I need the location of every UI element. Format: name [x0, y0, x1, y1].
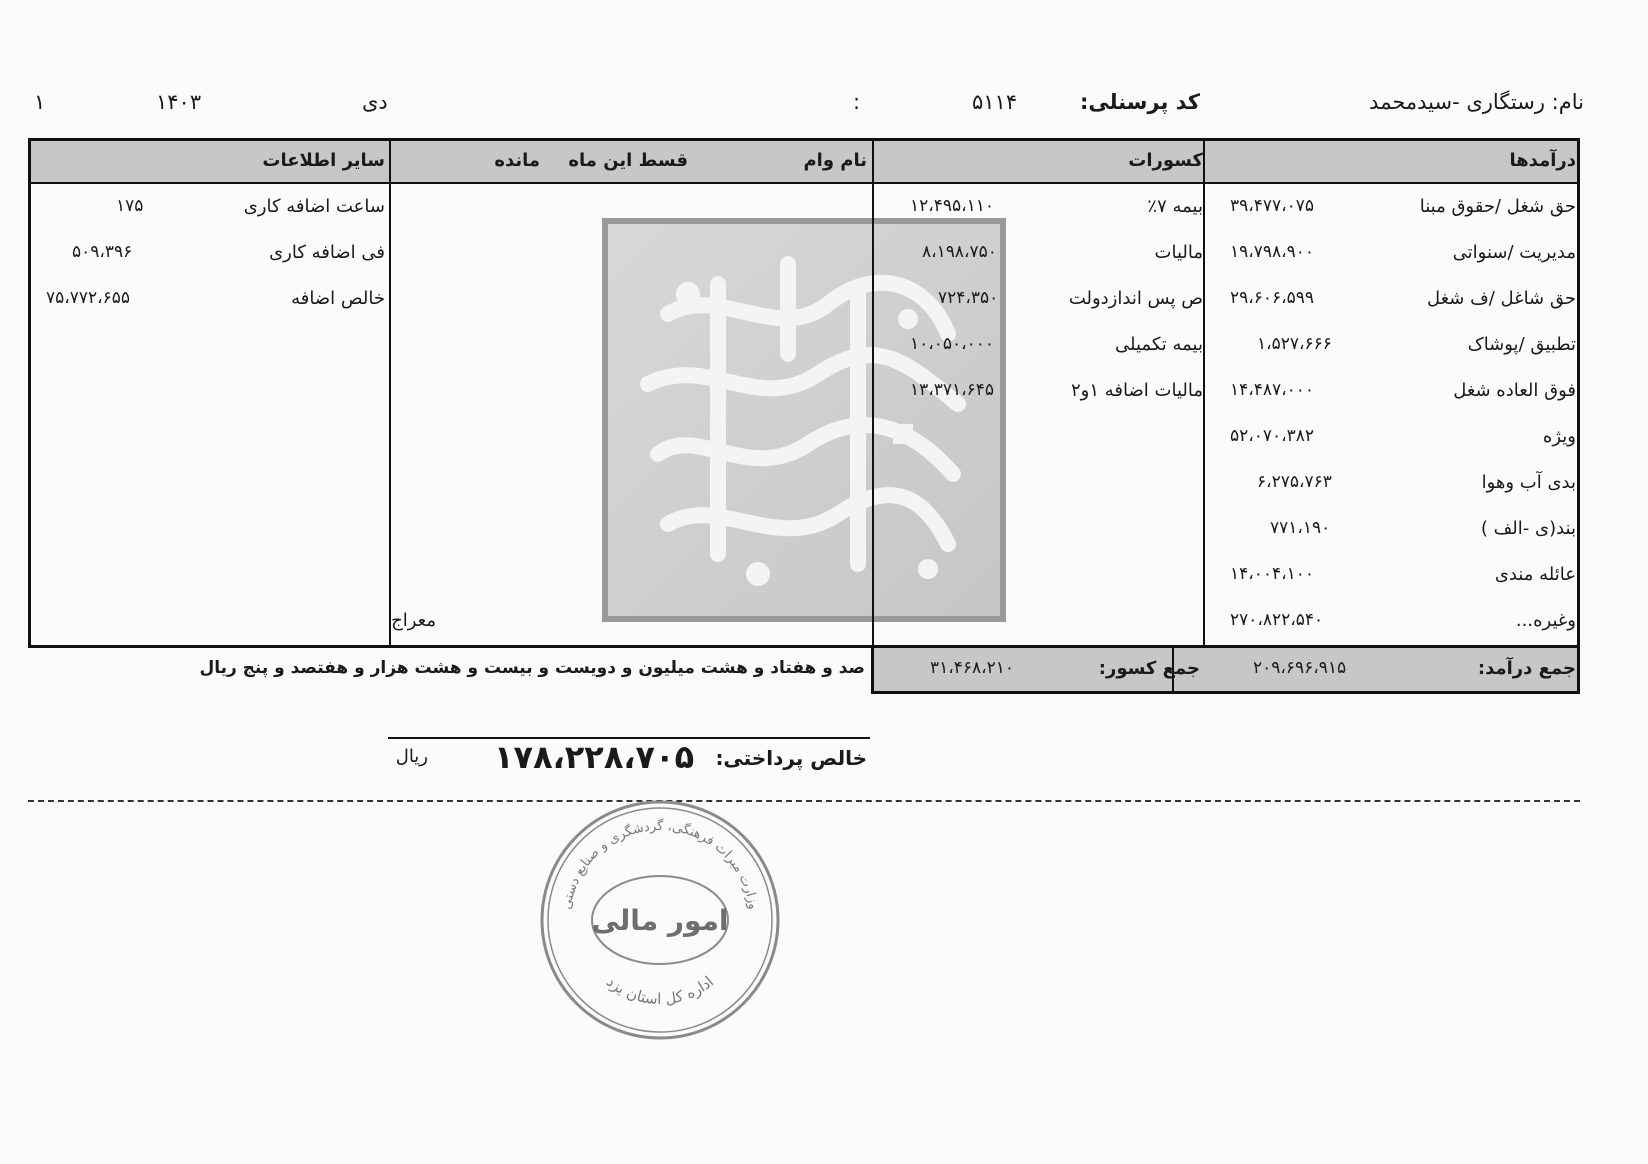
other-info-label: ساعت اضافه کاری [243, 196, 385, 217]
income-label: حق شغل /حقوق مبنا [1419, 196, 1576, 217]
income-value: ۱۴،۴۸۷،۰۰۰ [1230, 380, 1315, 400]
deduction-value: ۷۲۴،۳۵۰ [938, 288, 999, 308]
income-label: ویژه [1542, 426, 1576, 447]
total-income-value: ۲۰۹،۶۹۶،۹۱۵ [1253, 658, 1347, 678]
employee-name: نام: رستگاری -سیدمحمد [1369, 90, 1584, 114]
income-value: ۱،۵۲۷،۶۶۶ [1257, 334, 1332, 354]
col-deductions: کسورات [1128, 150, 1203, 171]
income-value: ۵۲،۰۷۰،۳۸۲ [1230, 426, 1315, 446]
total-deductions-value: ۳۱،۴۶۸،۲۱۰ [930, 658, 1015, 678]
seal-top-arc: وزارت میراث فرهنگی، گردشگری و صنایع دستی [559, 818, 761, 911]
deduction-value: ۱۳،۳۷۱،۶۴۵ [910, 380, 995, 400]
net-pay-value: ۱۷۸،۲۲۸،۷۰۵ [494, 738, 695, 776]
deduction-label: بیمه تکمیلی [1115, 334, 1203, 355]
income-label: وغیره... [1515, 610, 1576, 631]
amount-in-words: صد و هفتاد و هشت میلیون و دویست و بیست و هشت هزار و هفتصد و پنج ریال [199, 658, 865, 678]
col-loan-name: نام وام [803, 150, 867, 171]
col-other-info: سایر اطلاعات [262, 150, 385, 171]
column-divider-deductions [1203, 141, 1205, 645]
page-number: ۱ [34, 90, 46, 114]
income-label: مدیریت /سنواتی [1452, 242, 1576, 263]
col-income: درآمدها [1509, 150, 1576, 171]
year: ۱۴۰۳ [156, 90, 202, 114]
income-label: حق شاغل /ف شغل [1426, 288, 1576, 309]
seal-bottom-arc: اداره کل استان یزد [602, 972, 718, 1009]
other-info-label: فی اضافه کاری [269, 242, 385, 263]
income-value: ۷۷۱،۱۹۰ [1270, 518, 1331, 538]
income-value: ۲۷۰،۸۲۲،۵۴۰ [1230, 610, 1324, 630]
net-pay-currency: ریال [395, 746, 428, 767]
deduction-label: بیمه ۷٪ [1147, 196, 1203, 217]
net-pay-label: خالص پرداختی: [715, 746, 867, 770]
income-value: ۱۴،۰۰۴،۱۰۰ [1230, 564, 1315, 584]
other-info-value: ۱۷۵ [116, 196, 144, 216]
income-label: عائله مندی [1494, 564, 1576, 585]
header-colon: : [853, 90, 861, 114]
loan-item: معراج [391, 610, 436, 631]
income-label: تطبیق /پوشاک [1467, 334, 1576, 355]
deduction-value: ۸،۱۹۸،۷۵۰ [922, 242, 997, 262]
deduction-label: ص پس اندازدولت [1068, 288, 1203, 309]
seal-center-text: امور مالی [591, 904, 729, 937]
income-label: فوق العاده شغل [1453, 380, 1576, 401]
official-seal [530, 790, 790, 1050]
total-income-label: جمع درآمد: [1477, 658, 1576, 679]
income-label: بدی آب وهوا [1481, 472, 1576, 493]
deduction-label: مالیات اضافه ۱و۲ [1071, 380, 1203, 401]
income-value: ۶،۲۷۵،۷۶۳ [1257, 472, 1332, 492]
cut-line [28, 800, 1580, 802]
deduction-value: ۱۲،۴۹۵،۱۱۰ [910, 196, 995, 216]
other-info-value: ۵۰۹،۳۹۶ [72, 242, 133, 262]
column-divider-loans [872, 141, 874, 645]
column-divider-other [389, 141, 391, 645]
income-value: ۲۹،۶۰۶،۵۹۹ [1230, 288, 1315, 308]
deduction-value: ۱۰،۰۵۰،۰۰۰ [910, 334, 995, 354]
seal-icon [530, 790, 790, 1050]
personnel-code: ۵۱۱۴ [972, 90, 1018, 114]
deduction-label: مالیات [1154, 242, 1203, 263]
income-value: ۳۹،۴۷۷،۰۷۵ [1230, 196, 1315, 216]
col-remaining: مانده [494, 150, 540, 171]
other-info-label: خالص اضافه [291, 288, 385, 309]
income-value: ۱۹،۷۹۸،۹۰۰ [1230, 242, 1315, 262]
col-installment: قسط این ماه [568, 150, 688, 171]
personnel-code-label: کد پرسنلی: [1079, 90, 1200, 114]
month: دی [362, 90, 388, 114]
total-deductions-label: جمع کسور: [1098, 658, 1200, 679]
other-info-value: ۷۵،۷۷۲،۶۵۵ [46, 288, 131, 308]
income-label: بند(ی -الف ) [1480, 518, 1576, 539]
